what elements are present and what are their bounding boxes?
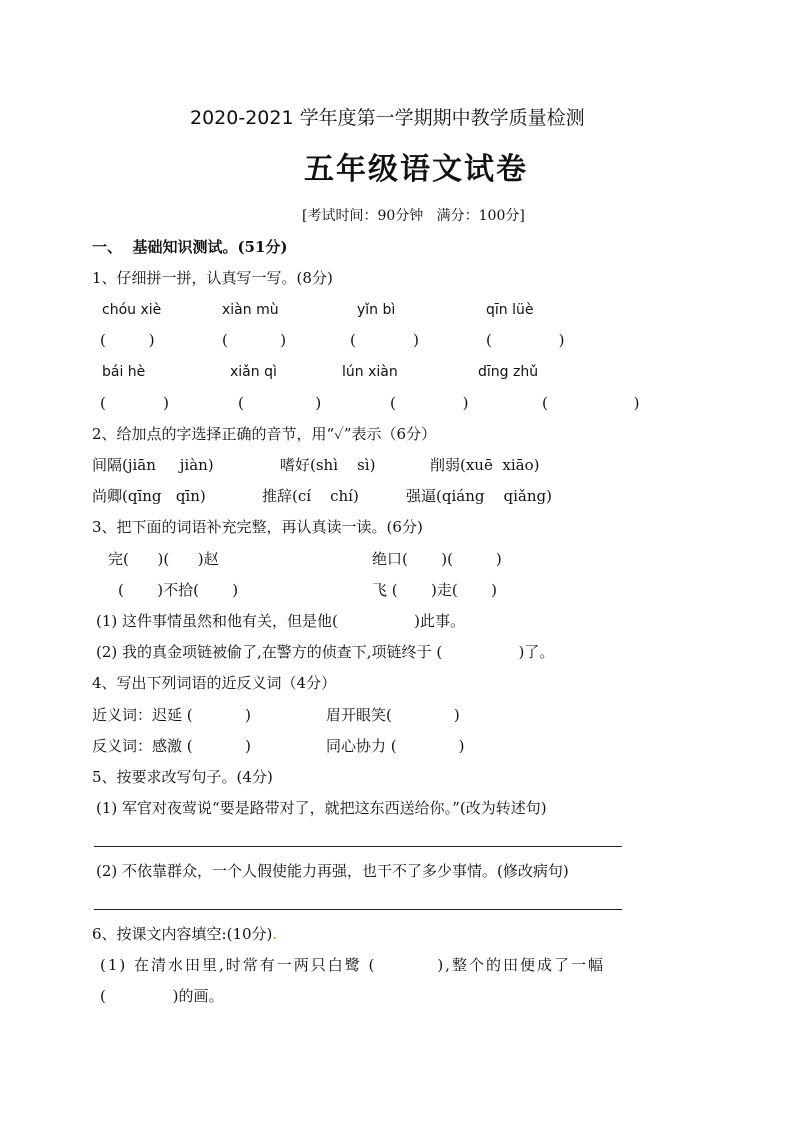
page-title: 五年级语文试卷 xyxy=(304,152,528,187)
question-6-dot: . xyxy=(272,925,278,943)
question-3-prompt: 3、把下面的词语补充完整，再认真读一读。(6分) xyxy=(92,518,423,536)
choice-item[interactable]: 强逼(qiáng qiǎng) xyxy=(406,487,552,505)
sentence-blank[interactable]: (2) 我的真金项链被偷了,在警方的侦查下,项链终于 ( )了。 xyxy=(96,643,555,661)
idiom-blank[interactable]: ( )不拾( ) xyxy=(118,581,239,599)
question-4-prompt: 4、写出下列词语的近反义词（4分） xyxy=(92,674,337,692)
pinyin-item: xiǎn qì xyxy=(230,364,277,380)
pinyin-item: xiàn mù xyxy=(222,302,279,318)
pinyin-item: chóu xiè xyxy=(102,302,162,318)
pinyin-item: yǐn bì xyxy=(357,302,396,318)
pinyin-item: qīn lüè xyxy=(486,302,534,318)
answer-blank[interactable]: ( ) xyxy=(100,394,169,412)
choice-item[interactable]: 尚卿(qīng qīn) xyxy=(92,487,206,505)
synonym-blank[interactable]: 眉开眼笑( ) xyxy=(326,706,460,724)
question-6-prompt xyxy=(92,924,277,944)
question-1-prompt: 1、仔细拼一拼，认真写一写。(8分) xyxy=(92,269,333,287)
answer-blank[interactable]: ( ) xyxy=(390,394,469,412)
answer-blank[interactable]: ( ) xyxy=(486,331,565,349)
choice-item[interactable]: 间隔(jiān jiàn) xyxy=(92,456,214,474)
question-2-prompt: 2、给加点的字选择正确的音节，用“✓”表示（6分） xyxy=(92,425,437,443)
answer-blank[interactable]: ( ) xyxy=(350,331,419,349)
answer-blank[interactable]: ( ) xyxy=(100,331,155,349)
answer-line[interactable] xyxy=(94,846,622,847)
idiom-blank[interactable]: 绝口( )( ) xyxy=(372,550,502,568)
pinyin-item: bái hè xyxy=(102,364,146,380)
question-6-text: 6、按课文内容填空:(10分) xyxy=(92,925,273,943)
idiom-blank[interactable]: 飞 ( )走( ) xyxy=(372,581,497,599)
choice-item[interactable]: 嗜好(shì sì) xyxy=(280,456,376,474)
fill-sentence[interactable]: ( )的画。 xyxy=(100,987,224,1005)
fill-sentence[interactable]: (1) 在清水田里,时常有一两只白鹭 ( ),整个的田便成了一幅 xyxy=(100,956,605,974)
pinyin-item: dīng zhǔ xyxy=(478,364,539,380)
sentence-blank[interactable]: (1) 这件事情虽然和他有关，但是他( )此事。 xyxy=(96,612,466,630)
pinyin-item: lún xiàn xyxy=(342,364,398,380)
synonym-blank[interactable]: 近义词：迟延 ( ) xyxy=(92,706,251,724)
question-5-prompt: 5、按要求改写句子。(4分) xyxy=(92,768,273,786)
section-heading: 一、 基础知识测试。(51分) xyxy=(92,238,288,256)
answer-blank[interactable]: ( ) xyxy=(222,331,287,349)
exam-header: 2020-2021 学年度第一学期期中教学质量检测 xyxy=(190,107,585,129)
choice-item[interactable]: 推辞(cí chí) xyxy=(262,487,359,505)
rewrite-sentence: (1) 军官对夜莺说“要是路带对了，就把这东西送给你。”(改为转述句) xyxy=(96,799,547,817)
choice-item[interactable]: 削弱(xuē xiāo) xyxy=(430,456,540,474)
exam-info: [考试时间：90分钟 满分：100分] xyxy=(302,208,525,224)
answer-blank[interactable]: ( ) xyxy=(542,394,640,412)
idiom-blank[interactable]: 完( )( )赵 xyxy=(108,550,219,568)
rewrite-sentence: (2) 不依靠群众，一个人假使能力再强，也干不了多少事情。(修改病句) xyxy=(96,862,569,880)
antonym-blank[interactable]: 反义词：感激 ( ) xyxy=(92,737,251,755)
answer-blank[interactable]: ( ) xyxy=(238,394,322,412)
antonym-blank[interactable]: 同心协力 ( ) xyxy=(326,737,465,755)
answer-line[interactable] xyxy=(94,909,622,910)
